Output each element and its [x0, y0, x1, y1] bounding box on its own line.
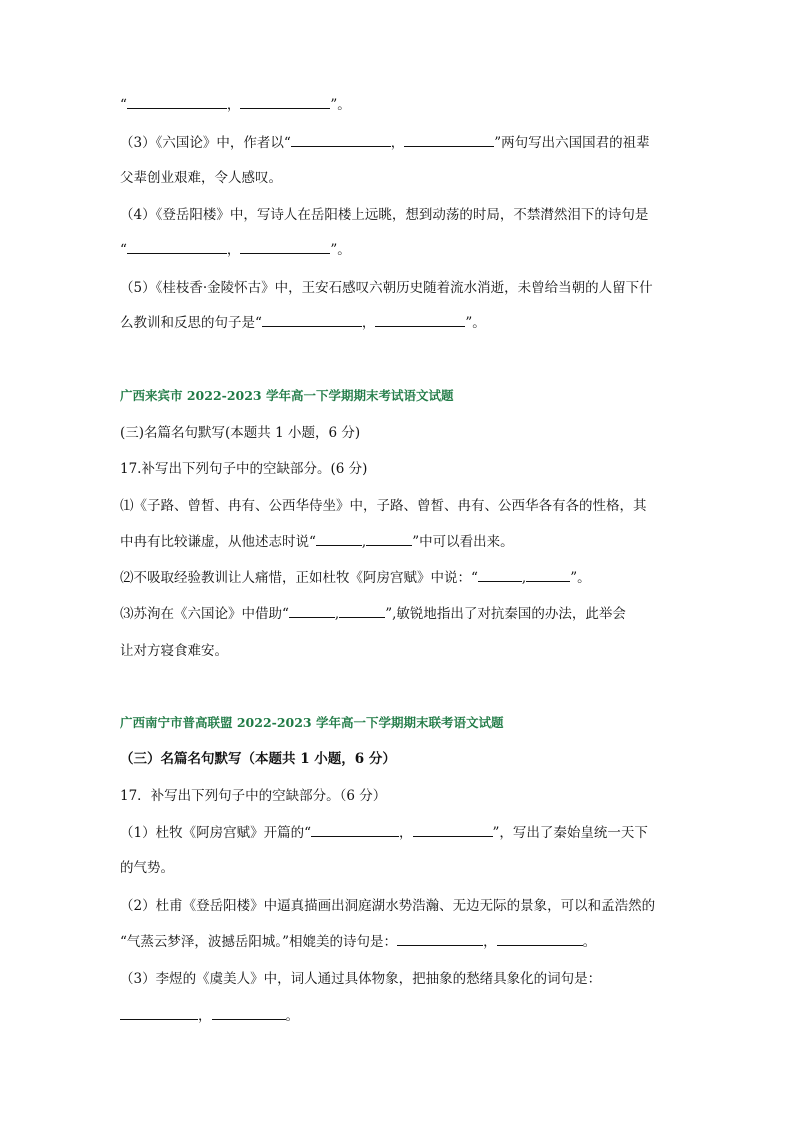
answer-blank[interactable]	[478, 568, 522, 582]
answer-blank[interactable]	[526, 568, 570, 582]
separator: ，	[198, 1008, 212, 1024]
question-17: 17．补写出下列句子中的空缺部分。（6 分）	[120, 788, 387, 804]
question-text: ⑵不吸取经验教训让人痛惜，正如杜牧《阿房宫赋》中说：“	[120, 570, 478, 586]
separator: ,	[521, 570, 527, 586]
answer-blank[interactable]	[366, 532, 412, 546]
part-title: (三)名篇名句默写(本题共 1 小题，6 分)	[120, 425, 361, 441]
sub-question-1	[120, 823, 648, 843]
answer-blank[interactable]	[311, 823, 399, 837]
quote-close: ”。	[330, 242, 351, 258]
answer-blank[interactable]	[127, 240, 227, 254]
part-title: （三）名篇名句默写（本题共 1 小题，6 分）	[120, 751, 396, 767]
question-text: 中冉有比较谦虚，从他述志时说“	[120, 534, 316, 550]
separator: ，	[390, 135, 405, 151]
quote-open: “	[120, 97, 127, 113]
answer-blank[interactable]	[240, 240, 330, 254]
separator: ，	[399, 825, 413, 841]
section-heading-nanning: 广西南宁市普高联盟 2022-2023 学年高一下学期期末联考语文试题	[120, 715, 504, 730]
quote-close: ”。	[465, 315, 486, 331]
question-text: （1）杜牧《阿房宫赋》开篇的“	[120, 825, 311, 841]
sub-question-2: （2）杜甫《登岳阳楼》中逼真描画出洞庭湖水势浩瀚、无边无际的景象，可以和孟浩然的	[120, 898, 656, 914]
question-5: （5）《桂枝香·金陵怀古》中，王安石感叹六朝历史随着流水消逝，未曾给当朝的人留下什	[120, 280, 653, 296]
sub-question-3: （3）李煜的《虞美人》中，词人通过具体物象，把抽象的愁绪具象化的词句是：	[120, 971, 602, 987]
question-17: 17.补写出下列句子中的空缺部分。(6 分)	[120, 461, 368, 477]
answer-blank[interactable]	[316, 532, 362, 546]
section-heading-laibin: 广西来宾市 2022-2023 学年高一下学期期末考试语文试题	[120, 388, 454, 403]
question-text: 么教训和反思的句子是“	[120, 315, 262, 331]
separator: ,	[334, 606, 340, 622]
fill-line-1	[120, 95, 351, 115]
question-3-cont: 父辈创业艰难，令人感叹。	[120, 170, 282, 186]
sub-question-3	[120, 604, 626, 624]
sub-question-3-cont: 让对方寝食难安。	[120, 643, 228, 659]
separator: ，	[226, 97, 241, 113]
question-text: ”。	[570, 570, 591, 586]
sub-question-3-cont	[120, 1006, 299, 1026]
sub-question-2-cont	[120, 932, 596, 952]
fill-line-4	[120, 240, 351, 260]
question-text: ⑶苏洵在《六国论》中借助“	[120, 606, 289, 622]
sub-question-1-cont: 的气势。	[120, 860, 174, 876]
answer-blank[interactable]	[120, 1006, 198, 1020]
question-text: ”中可以看出来。	[412, 534, 514, 550]
question-3	[120, 133, 650, 153]
question-4: （4）《登岳阳楼》中，写诗人在岳阳楼上远眺，想到动荡的时局，不禁潸然泪下的诗句是	[120, 207, 649, 223]
separator: ，	[483, 934, 497, 950]
separator: ，	[361, 315, 376, 331]
sub-question-2	[120, 568, 591, 588]
answer-blank[interactable]	[127, 95, 227, 109]
question-text: 。	[285, 1008, 299, 1024]
question-text: “气蒸云梦泽，波撼岳阳城。”相媲美的诗句是：	[120, 934, 398, 950]
answer-blank[interactable]	[413, 823, 493, 837]
question-5-cont	[120, 313, 486, 333]
quote-open: “	[120, 242, 127, 258]
separator: ,	[361, 534, 367, 550]
sub-question-1: ⑴《子路、曾皙、冉有、公西华侍坐》中，子路、曾皙、冉有、公西华各有各的性格，其	[120, 498, 647, 514]
question-text: ”两句写出六国国君的祖辈	[494, 135, 650, 151]
question-text: 。	[582, 934, 597, 950]
question-text: ”,敏锐地指出了对抗秦国的办法，此举会	[385, 606, 626, 622]
answer-blank[interactable]	[289, 604, 335, 618]
question-text: ”，写出了秦始皇统一天下	[492, 825, 648, 841]
answer-blank[interactable]	[291, 133, 391, 147]
answer-blank[interactable]	[397, 932, 483, 946]
answer-blank[interactable]	[375, 313, 465, 327]
answer-blank[interactable]	[497, 932, 583, 946]
answer-blank[interactable]	[240, 95, 330, 109]
question-text: （3）《六国论》中，作者以“	[120, 135, 291, 151]
answer-blank[interactable]	[339, 604, 385, 618]
sub-question-1-cont	[120, 532, 514, 552]
quote-close: ”。	[330, 97, 351, 113]
answer-blank[interactable]	[212, 1006, 286, 1020]
separator: ，	[226, 242, 241, 258]
answer-blank[interactable]	[404, 133, 494, 147]
answer-blank[interactable]	[262, 313, 362, 327]
